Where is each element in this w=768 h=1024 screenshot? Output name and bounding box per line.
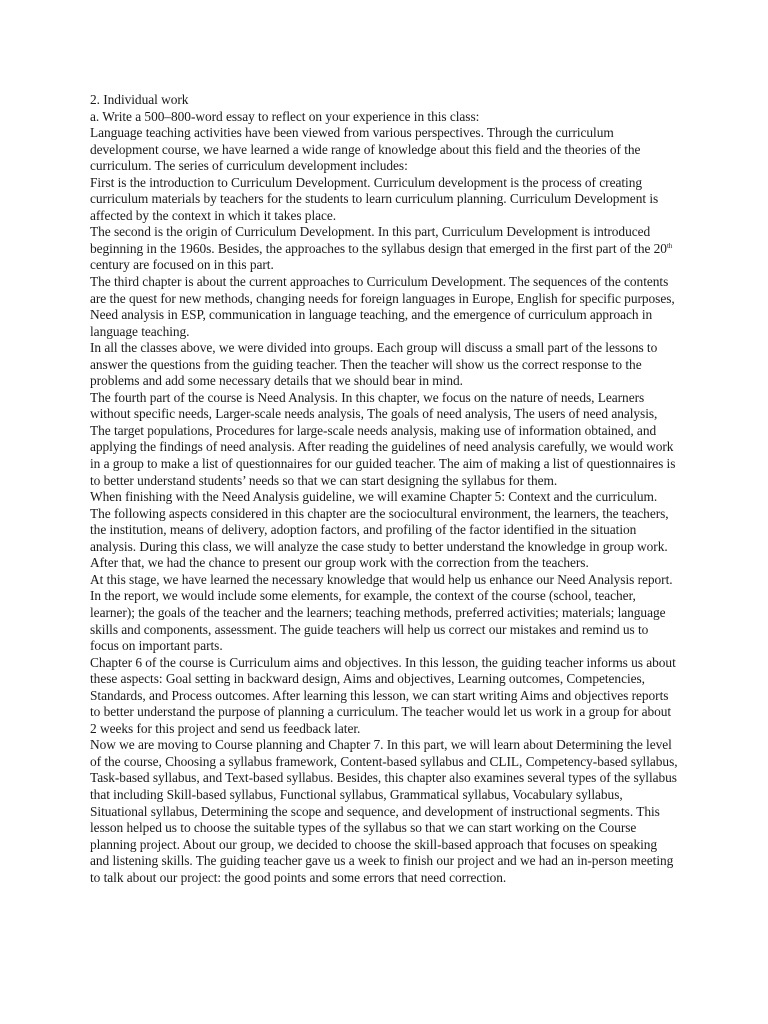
- section-heading: 2. Individual work: [90, 92, 189, 107]
- paragraph-aims-objectives: Chapter 6 of the course is Curriculum aims and objectives. In this lesson, the guiding teacher informs us about these aspects: Goal setting in backward design, Aims and objectives, Learning outcomes, Competencies, Standards, and Process outcomes. After learning this lesson, we can start writing Aims and objectives reports to better understand the purpose of planning a curriculum. The teacher would let us work in a group for about 2 weeks for this project and send us feedback later.: [90, 654, 676, 736]
- paragraph-need-analysis: The fourth part of the course is Need Analysis. In this chapter, we focus on the nature of needs, Learners without specific needs, Larger-scale needs analysis, The goals of need analysis, The users of need analysis, The target populations, Procedures for large-scale needs analysis, making use of information obtained, and applying the findings of need analysis. After reading the guidelines of need analysis carefully, we would work in a group to make a list of questionnaires for our guided teacher. The aim of making a list of questionnaires is to better understand students’ needs so that we can start designing the syllabus for them.: [90, 389, 676, 488]
- paragraph-need-analysis-report: At this stage, we have learned the necessary knowledge that would help us enhance our Need Analysis report. In the report, we would include some elements, for example, the context of the course (school, teacher, learner); the goals of the teacher and the learners; teaching methods, preferred activities; materials; language skills and components, assessment. The guide teachers will help us correct our mistakes and remind us to focus on important parts.: [90, 571, 673, 654]
- document-page: [90, 92, 678, 886]
- paragraph-context-curriculum: When finishing with the Need Analysis guideline, we will examine Chapter 5: Context and the curriculum. The following aspects considered in this chapter are the sociocultural environment, the learners, the teachers, the institution, means of delivery, adoption factors, and profiling of the factor identified in the situation analysis. During this class, we will analyze the case study to better understand the knowledge in group work. After that, we had the chance to present our group work with the correction from the teachers.: [90, 489, 669, 571]
- paragraph-second-chapter-text: The second is the origin of Curriculum Development. In this part, Curriculum Development is introduced beginning in the 1960s. Besides, the approaches to the syllabus design that emerged in the first part of the 20: [90, 224, 667, 256]
- paragraph-second-chapter: [90, 224, 678, 274]
- paragraph-second-chapter-end: century are focused on in this part.: [90, 257, 274, 273]
- paragraph-third-chapter: The third chapter is about the current approaches to Curriculum Development. The sequences of the contents are the quest for new methods, changing needs for foreign languages in Europe, English for specific purposes, Need analysis in ESP, communication in language teaching, and the emergence of curriculum approach in language teaching.: [90, 274, 675, 339]
- ordinal-superscript: th: [666, 241, 673, 250]
- paragraph-course-planning: Now we are moving to Course planning and Chapter 7. In this part, we will learn about Determining the level of the course, Choosing a syllabus framework, Content-based syllabus and CLIL, Competency-based syllabus, Task-based syllabus, and Text-based syllabus. Besides, this chapter also examines several types of the syllabus that including Skill-based syllabus, Functional syllabus, Grammatical syllabus, Vocabulary syllabus, Situational syllabus, Determining the scope and sequence, and development of instructional segments. This lesson helped us to choose the suitable types of the syllabus so that we can start working on the Course planning project. About our group, we decided to choose the skill-based approach that focuses on speaking and listening skills. The guiding teacher gave us a week to finish our project and we had an in-person meeting to talk about our project: the good points and some errors that need correction.: [90, 737, 678, 885]
- essay-prompt: a. Write a 500–800-word essay to reflect on your experience in this class:: [90, 108, 480, 124]
- paragraph-group-work: In all the classes above, we were divided into groups. Each group will discuss a small part of the lessons to answer the questions from the guiding teacher. Then the teacher will show us the correct response to the problems and add some necessary details that we should bear in mind.: [90, 340, 658, 389]
- paragraph-intro: Language teaching activities have been viewed from various perspectives. Through the curriculum development course, we have learned a wide range of knowledge about this field and the theories of the curriculum. The series of curriculum development includes:: [90, 125, 641, 174]
- paragraph-first-chapter: First is the introduction to Curriculum Development. Curriculum development is the process of creating curriculum materials by teachers for the students to learn curriculum planning. Curriculum Development is affected by the context in which it takes place.: [90, 174, 659, 223]
